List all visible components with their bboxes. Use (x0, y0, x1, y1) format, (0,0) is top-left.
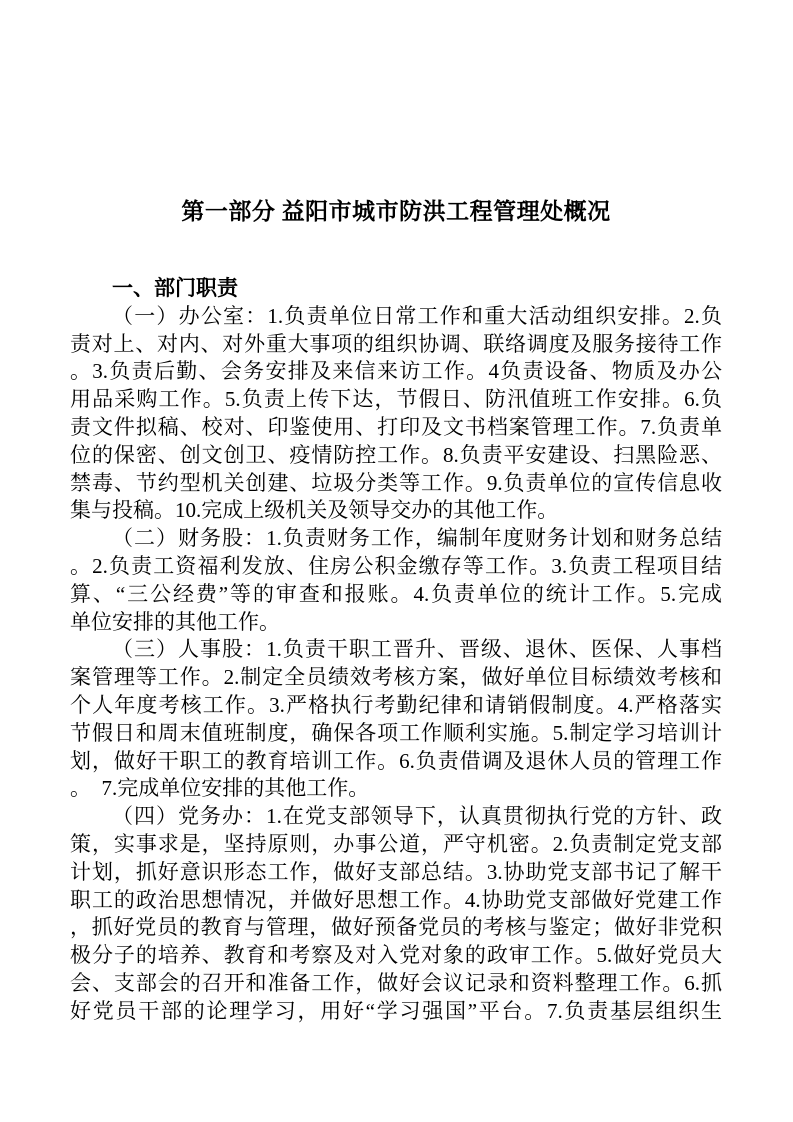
text-line: 。3.负责后勤、会务安排及来信来访工作。4负责设备、物质及办公 (70, 359, 722, 384)
text-line: 职工的政治思想情况，并做好思想工作。4.协助党支部做好党建工作 (70, 887, 722, 912)
section-heading: 一、部门职责 (112, 276, 238, 300)
paragraph-party-affairs (70, 803, 722, 1025)
text-line: ，抓好党员的教育与管理，做好预备党员的考核与鉴定；做好非党积 (70, 915, 722, 940)
text-line: 集与投稿。10.完成上级机关及领导交办的其他工作。 (70, 498, 559, 523)
text-line: 好党员干部的论理学习，用好“学习强国”平台。7.负责基层组织生 (70, 998, 722, 1023)
text-line: （一）办公室：1.负责单位日常工作和重大活动组织安排。2.负 (112, 303, 722, 328)
paragraph-finance (70, 525, 722, 636)
text-line: （四）党务办：1.在党支部领导下，认真贯彻执行党的方针、政 (112, 804, 722, 829)
text-line: 会、支部会的召开和准备工作，做好会议记录和资料整理工作。6.抓 (70, 970, 722, 995)
text-line: 策，实事求是，坚持原则，办事公道，严守机密。2.负责制定党支部 (70, 831, 722, 856)
paragraph-office (70, 303, 722, 525)
text-line: 单位安排的其他工作。 (70, 609, 280, 634)
text-line: （二）财务股：1.负责财务工作，编制年度财务计划和财务总结 (112, 526, 722, 551)
text-line: 用品采购工作。5.负责上传下达，节假日、防汛值班工作安排。6.负 (70, 387, 722, 412)
text-line: 位的保密、创文创卫、疫情防控工作。8.负责平安建设、扫黑险恶、 (70, 442, 722, 467)
text-line: （三）人事股：1.负责干职工晋升、晋级、退休、医保、人事档 (112, 637, 722, 662)
text-line: 个人年度考核工作。3.严格执行考勤纪律和请销假制度。4.严格落实 (70, 692, 722, 717)
text-line: 划，做好干职工的教育培训工作。6.负责借调及退休人员的管理工作 (70, 748, 722, 773)
document-body (70, 303, 722, 1026)
text-line: 。2.负责工资福利发放、住房公积金缴存等工作。3.负责工程项目结 (70, 553, 722, 578)
text-line: 计划，抓好意识形态工作，做好支部总结。3.协助党支部书记了解干 (70, 859, 722, 884)
text-line: 。 7.完成单位安排的其他工作。 (70, 776, 370, 801)
text-line: 极分子的培养、教育和考察及对入党对象的政审工作。5.做好党员大 (70, 943, 722, 968)
text-line: 责文件拟稿、校对、印鉴使用、打印及文书档案管理工作。7.负责单 (70, 414, 722, 439)
text-line: 节假日和周末值班制度，确保各项工作顺利实施。5.制定学习培训计 (70, 720, 722, 745)
paragraph-personnel (70, 636, 722, 803)
text-line: 算、“三公经费”等的审查和报账。4.负责单位的统计工作。5.完成 (70, 581, 722, 606)
text-line: 禁毒、节约型机关创建、垃圾分类等工作。9.负责单位的宣传信息收 (70, 470, 722, 495)
document-title: 第一部分 益阳市城市防洪工程管理处概况 (181, 199, 611, 224)
text-line: 责对上、对内、对外重大事项的组织协调、联络调度及服务接待工作 (70, 331, 722, 356)
text-line: 案管理等工作。2.制定全员绩效考核方案，做好单位目标绩效考核和 (70, 665, 722, 690)
